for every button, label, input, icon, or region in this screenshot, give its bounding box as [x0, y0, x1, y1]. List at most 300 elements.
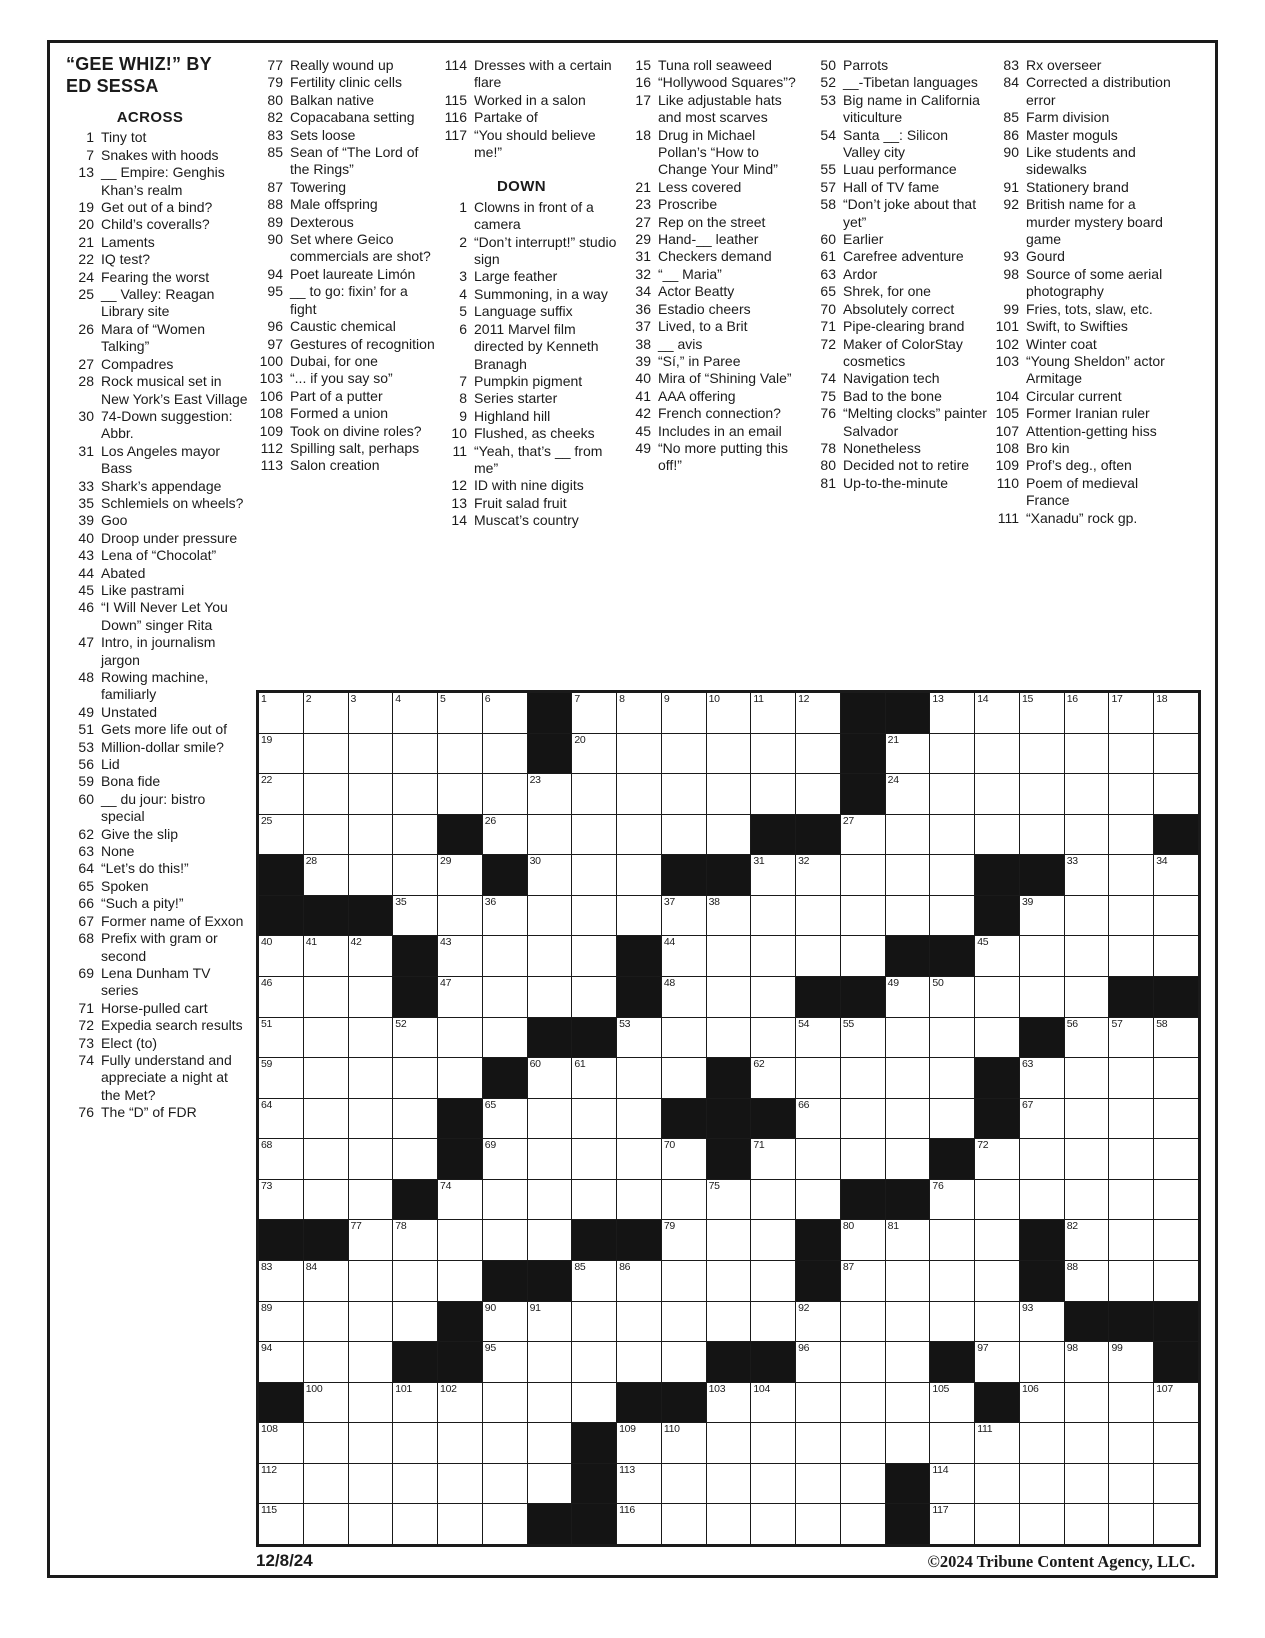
- grid-cell-r5c5[interactable]: [438, 855, 482, 895]
- grid-cell-r16c18[interactable]: [1020, 1302, 1064, 1342]
- grid-cell-r19c14[interactable]: [841, 1423, 885, 1463]
- grid-cell-r14c12[interactable]: [751, 1220, 795, 1260]
- grid-cell-r15c14[interactable]: [841, 1261, 885, 1301]
- grid-cell-r1c12[interactable]: [751, 693, 795, 733]
- grid-cell-r19c17[interactable]: [975, 1423, 1019, 1463]
- grid-cell-r11c14[interactable]: [841, 1099, 885, 1139]
- grid-cell-r3c1[interactable]: [259, 774, 303, 814]
- grid-cell-r15c17[interactable]: [975, 1261, 1019, 1301]
- grid-cell-r9c10[interactable]: [662, 1018, 706, 1058]
- grid-cell-r14c5[interactable]: [438, 1220, 482, 1260]
- grid-cell-r4c14[interactable]: [841, 815, 885, 855]
- grid-cell-r12c3[interactable]: [349, 1139, 393, 1179]
- grid-cell-r14c21[interactable]: [1154, 1220, 1198, 1260]
- grid-cell-r10c18[interactable]: [1020, 1058, 1064, 1098]
- grid-cell-r8c8[interactable]: [572, 977, 616, 1017]
- grid-cell-r16c15[interactable]: [886, 1302, 930, 1342]
- grid-cell-r7c19[interactable]: [1065, 936, 1109, 976]
- grid-cell-r1c9[interactable]: [617, 693, 661, 733]
- grid-cell-r11c1[interactable]: [259, 1099, 303, 1139]
- grid-cell-r16c9[interactable]: [617, 1302, 661, 1342]
- grid-cell-r16c14[interactable]: [841, 1302, 885, 1342]
- grid-cell-r3c19[interactable]: [1065, 774, 1109, 814]
- grid-cell-r9c14[interactable]: [841, 1018, 885, 1058]
- grid-cell-r1c10[interactable]: [662, 693, 706, 733]
- grid-cell-r21c5[interactable]: [438, 1504, 482, 1544]
- grid-cell-r16c6[interactable]: [483, 1302, 527, 1342]
- grid-cell-r5c13[interactable]: [796, 855, 840, 895]
- grid-cell-r7c1[interactable]: [259, 936, 303, 976]
- grid-cell-r1c1[interactable]: [259, 693, 303, 733]
- grid-cell-r17c2[interactable]: [304, 1342, 348, 1382]
- grid-cell-r1c20[interactable]: [1109, 693, 1153, 733]
- grid-cell-r12c15[interactable]: [886, 1139, 930, 1179]
- grid-cell-r10c19[interactable]: [1065, 1058, 1109, 1098]
- grid-cell-r1c19[interactable]: [1065, 693, 1109, 733]
- grid-cell-r7c8[interactable]: [572, 936, 616, 976]
- grid-cell-r5c19[interactable]: [1065, 855, 1109, 895]
- grid-cell-r3c11[interactable]: [707, 774, 751, 814]
- grid-cell-r21c2[interactable]: [304, 1504, 348, 1544]
- grid-cell-r15c15[interactable]: [886, 1261, 930, 1301]
- grid-cell-r15c20[interactable]: [1109, 1261, 1153, 1301]
- grid-cell-r13c21[interactable]: [1154, 1180, 1198, 1220]
- grid-cell-r8c6[interactable]: [483, 977, 527, 1017]
- grid-cell-r14c11[interactable]: [707, 1220, 751, 1260]
- grid-cell-r4c20[interactable]: [1109, 815, 1153, 855]
- grid-cell-r5c8[interactable]: [572, 855, 616, 895]
- grid-cell-r16c8[interactable]: [572, 1302, 616, 1342]
- grid-cell-r1c5[interactable]: [438, 693, 482, 733]
- grid-cell-r8c1[interactable]: [259, 977, 303, 1017]
- grid-cell-r2c11[interactable]: [707, 734, 751, 774]
- grid-cell-r5c14[interactable]: [841, 855, 885, 895]
- grid-cell-r21c11[interactable]: [707, 1504, 751, 1544]
- grid-cell-r13c9[interactable]: [617, 1180, 661, 1220]
- grid-cell-r12c20[interactable]: [1109, 1139, 1153, 1179]
- grid-cell-r21c18[interactable]: [1020, 1504, 1064, 1544]
- grid-cell-r4c19[interactable]: [1065, 815, 1109, 855]
- grid-cell-r17c19[interactable]: [1065, 1342, 1109, 1382]
- grid-cell-r4c4[interactable]: [393, 815, 437, 855]
- grid-cell-r11c18[interactable]: [1020, 1099, 1064, 1139]
- grid-cell-r2c9[interactable]: [617, 734, 661, 774]
- grid-cell-r20c3[interactable]: [349, 1464, 393, 1504]
- grid-cell-r15c12[interactable]: [751, 1261, 795, 1301]
- grid-cell-r2c17[interactable]: [975, 734, 1019, 774]
- grid-cell-r5c21[interactable]: [1154, 855, 1198, 895]
- grid-cell-r10c9[interactable]: [617, 1058, 661, 1098]
- grid-cell-r7c17[interactable]: [975, 936, 1019, 976]
- grid-cell-r17c20[interactable]: [1109, 1342, 1153, 1382]
- grid-cell-r3c20[interactable]: [1109, 774, 1153, 814]
- grid-cell-r9c4[interactable]: [393, 1018, 437, 1058]
- grid-cell-r18c11[interactable]: [707, 1383, 751, 1423]
- grid-cell-r20c14[interactable]: [841, 1464, 885, 1504]
- grid-cell-r6c5[interactable]: [438, 896, 482, 936]
- grid-cell-r7c5[interactable]: [438, 936, 482, 976]
- grid-cell-r6c10[interactable]: [662, 896, 706, 936]
- grid-cell-r9c15[interactable]: [886, 1018, 930, 1058]
- grid-cell-r2c20[interactable]: [1109, 734, 1153, 774]
- grid-cell-r11c9[interactable]: [617, 1099, 661, 1139]
- grid-cell-r9c12[interactable]: [751, 1018, 795, 1058]
- grid-cell-r13c10[interactable]: [662, 1180, 706, 1220]
- grid-cell-r3c18[interactable]: [1020, 774, 1064, 814]
- grid-cell-r1c17[interactable]: [975, 693, 1019, 733]
- grid-cell-r3c13[interactable]: [796, 774, 840, 814]
- grid-cell-r6c8[interactable]: [572, 896, 616, 936]
- grid-cell-r17c8[interactable]: [572, 1342, 616, 1382]
- grid-cell-r3c2[interactable]: [304, 774, 348, 814]
- grid-cell-r13c7[interactable]: [528, 1180, 572, 1220]
- grid-cell-r8c10[interactable]: [662, 977, 706, 1017]
- grid-cell-r12c19[interactable]: [1065, 1139, 1109, 1179]
- grid-cell-r2c16[interactable]: [930, 734, 974, 774]
- grid-cell-r8c16[interactable]: [930, 977, 974, 1017]
- grid-cell-r15c10[interactable]: [662, 1261, 706, 1301]
- grid-cell-r15c9[interactable]: [617, 1261, 661, 1301]
- grid-cell-r7c21[interactable]: [1154, 936, 1198, 976]
- grid-cell-r11c20[interactable]: [1109, 1099, 1153, 1139]
- grid-cell-r20c20[interactable]: [1109, 1464, 1153, 1504]
- grid-cell-r12c21[interactable]: [1154, 1139, 1198, 1179]
- grid-cell-r2c4[interactable]: [393, 734, 437, 774]
- grid-cell-r17c9[interactable]: [617, 1342, 661, 1382]
- grid-cell-r13c8[interactable]: [572, 1180, 616, 1220]
- grid-cell-r11c3[interactable]: [349, 1099, 393, 1139]
- grid-cell-r11c7[interactable]: [528, 1099, 572, 1139]
- grid-cell-r17c17[interactable]: [975, 1342, 1019, 1382]
- grid-cell-r6c20[interactable]: [1109, 896, 1153, 936]
- grid-cell-r19c3[interactable]: [349, 1423, 393, 1463]
- grid-cell-r16c10[interactable]: [662, 1302, 706, 1342]
- grid-cell-r4c9[interactable]: [617, 815, 661, 855]
- grid-cell-r2c3[interactable]: [349, 734, 393, 774]
- grid-cell-r20c13[interactable]: [796, 1464, 840, 1504]
- grid-cell-r6c9[interactable]: [617, 896, 661, 936]
- grid-cell-r3c10[interactable]: [662, 774, 706, 814]
- grid-cell-r11c13[interactable]: [796, 1099, 840, 1139]
- grid-cell-r1c21[interactable]: [1154, 693, 1198, 733]
- grid-cell-r18c6[interactable]: [483, 1383, 527, 1423]
- grid-cell-r4c15[interactable]: [886, 815, 930, 855]
- grid-cell-r3c4[interactable]: [393, 774, 437, 814]
- grid-cell-r18c14[interactable]: [841, 1383, 885, 1423]
- grid-cell-r3c3[interactable]: [349, 774, 393, 814]
- grid-cell-r7c12[interactable]: [751, 936, 795, 976]
- grid-cell-r6c14[interactable]: [841, 896, 885, 936]
- grid-cell-r4c18[interactable]: [1020, 815, 1064, 855]
- grid-cell-r11c6[interactable]: [483, 1099, 527, 1139]
- grid-cell-r17c6[interactable]: [483, 1342, 527, 1382]
- grid-cell-r13c13[interactable]: [796, 1180, 840, 1220]
- grid-cell-r15c11[interactable]: [707, 1261, 751, 1301]
- grid-cell-r17c18[interactable]: [1020, 1342, 1064, 1382]
- grid-cell-r13c6[interactable]: [483, 1180, 527, 1220]
- grid-cell-r21c16[interactable]: [930, 1504, 974, 1544]
- grid-cell-r14c3[interactable]: [349, 1220, 393, 1260]
- grid-cell-r5c12[interactable]: [751, 855, 795, 895]
- grid-cell-r1c6[interactable]: [483, 693, 527, 733]
- grid-cell-r16c17[interactable]: [975, 1302, 1019, 1342]
- grid-cell-r6c7[interactable]: [528, 896, 572, 936]
- grid-cell-r5c2[interactable]: [304, 855, 348, 895]
- grid-cell-r19c12[interactable]: [751, 1423, 795, 1463]
- grid-cell-r19c1[interactable]: [259, 1423, 303, 1463]
- grid-cell-r21c9[interactable]: [617, 1504, 661, 1544]
- grid-cell-r17c13[interactable]: [796, 1342, 840, 1382]
- grid-cell-r2c5[interactable]: [438, 734, 482, 774]
- grid-cell-r10c5[interactable]: [438, 1058, 482, 1098]
- grid-cell-r18c4[interactable]: [393, 1383, 437, 1423]
- grid-cell-r6c16[interactable]: [930, 896, 974, 936]
- grid-cell-r6c15[interactable]: [886, 896, 930, 936]
- grid-cell-r16c7[interactable]: [528, 1302, 572, 1342]
- grid-cell-r15c19[interactable]: [1065, 1261, 1109, 1301]
- grid-cell-r13c11[interactable]: [707, 1180, 751, 1220]
- grid-cell-r6c12[interactable]: [751, 896, 795, 936]
- grid-cell-r9c20[interactable]: [1109, 1018, 1153, 1058]
- grid-cell-r20c21[interactable]: [1154, 1464, 1198, 1504]
- grid-cell-r2c10[interactable]: [662, 734, 706, 774]
- grid-cell-r2c21[interactable]: [1154, 734, 1198, 774]
- grid-cell-r1c3[interactable]: [349, 693, 393, 733]
- grid-cell-r15c5[interactable]: [438, 1261, 482, 1301]
- grid-cell-r7c14[interactable]: [841, 936, 885, 976]
- grid-cell-r3c16[interactable]: [930, 774, 974, 814]
- grid-cell-r12c17[interactable]: [975, 1139, 1019, 1179]
- grid-cell-r9c3[interactable]: [349, 1018, 393, 1058]
- grid-cell-r11c16[interactable]: [930, 1099, 974, 1139]
- grid-cell-r4c1[interactable]: [259, 815, 303, 855]
- grid-cell-r1c8[interactable]: [572, 693, 616, 733]
- grid-cell-r14c7[interactable]: [528, 1220, 572, 1260]
- grid-cell-r18c8[interactable]: [572, 1383, 616, 1423]
- grid-cell-r17c14[interactable]: [841, 1342, 885, 1382]
- grid-cell-r21c14[interactable]: [841, 1504, 885, 1544]
- grid-cell-r20c16[interactable]: [930, 1464, 974, 1504]
- grid-cell-r16c1[interactable]: [259, 1302, 303, 1342]
- grid-cell-r12c9[interactable]: [617, 1139, 661, 1179]
- grid-cell-r21c10[interactable]: [662, 1504, 706, 1544]
- grid-cell-r21c19[interactable]: [1065, 1504, 1109, 1544]
- grid-cell-r9c16[interactable]: [930, 1018, 974, 1058]
- grid-cell-r20c19[interactable]: [1065, 1464, 1109, 1504]
- grid-cell-r19c16[interactable]: [930, 1423, 974, 1463]
- grid-cell-r16c11[interactable]: [707, 1302, 751, 1342]
- grid-cell-r19c6[interactable]: [483, 1423, 527, 1463]
- grid-cell-r19c7[interactable]: [528, 1423, 572, 1463]
- grid-cell-r17c3[interactable]: [349, 1342, 393, 1382]
- grid-cell-r19c5[interactable]: [438, 1423, 482, 1463]
- grid-cell-r4c10[interactable]: [662, 815, 706, 855]
- grid-cell-r9c13[interactable]: [796, 1018, 840, 1058]
- grid-cell-r14c15[interactable]: [886, 1220, 930, 1260]
- grid-cell-r16c2[interactable]: [304, 1302, 348, 1342]
- grid-cell-r20c1[interactable]: [259, 1464, 303, 1504]
- grid-cell-r6c18[interactable]: [1020, 896, 1064, 936]
- grid-cell-r14c6[interactable]: [483, 1220, 527, 1260]
- grid-cell-r13c3[interactable]: [349, 1180, 393, 1220]
- grid-cell-r5c20[interactable]: [1109, 855, 1153, 895]
- grid-cell-r7c20[interactable]: [1109, 936, 1153, 976]
- grid-cell-r7c7[interactable]: [528, 936, 572, 976]
- grid-cell-r15c16[interactable]: [930, 1261, 974, 1301]
- grid-cell-r11c4[interactable]: [393, 1099, 437, 1139]
- grid-cell-r8c19[interactable]: [1065, 977, 1109, 1017]
- grid-cell-r19c15[interactable]: [886, 1423, 930, 1463]
- grid-cell-r5c7[interactable]: [528, 855, 572, 895]
- grid-cell-r2c19[interactable]: [1065, 734, 1109, 774]
- grid-cell-r18c19[interactable]: [1065, 1383, 1109, 1423]
- grid-cell-r19c2[interactable]: [304, 1423, 348, 1463]
- grid-cell-r2c6[interactable]: [483, 734, 527, 774]
- grid-cell-r21c1[interactable]: [259, 1504, 303, 1544]
- grid-cell-r20c12[interactable]: [751, 1464, 795, 1504]
- grid-cell-r2c13[interactable]: [796, 734, 840, 774]
- grid-cell-r14c19[interactable]: [1065, 1220, 1109, 1260]
- grid-cell-r6c4[interactable]: [393, 896, 437, 936]
- grid-cell-r2c18[interactable]: [1020, 734, 1064, 774]
- grid-cell-r8c7[interactable]: [528, 977, 572, 1017]
- grid-cell-r5c3[interactable]: [349, 855, 393, 895]
- grid-cell-r14c20[interactable]: [1109, 1220, 1153, 1260]
- grid-cell-r16c13[interactable]: [796, 1302, 840, 1342]
- grid-cell-r5c4[interactable]: [393, 855, 437, 895]
- grid-cell-r10c3[interactable]: [349, 1058, 393, 1098]
- grid-cell-r7c18[interactable]: [1020, 936, 1064, 976]
- grid-cell-r20c6[interactable]: [483, 1464, 527, 1504]
- grid-cell-r2c8[interactable]: [572, 734, 616, 774]
- grid-cell-r12c6[interactable]: [483, 1139, 527, 1179]
- grid-cell-r12c12[interactable]: [751, 1139, 795, 1179]
- grid-cell-r10c16[interactable]: [930, 1058, 974, 1098]
- grid-cell-r9c6[interactable]: [483, 1018, 527, 1058]
- grid-cell-r19c19[interactable]: [1065, 1423, 1109, 1463]
- grid-cell-r12c13[interactable]: [796, 1139, 840, 1179]
- grid-cell-r18c21[interactable]: [1154, 1383, 1198, 1423]
- grid-cell-r7c3[interactable]: [349, 936, 393, 976]
- grid-cell-r7c10[interactable]: [662, 936, 706, 976]
- grid-cell-r18c3[interactable]: [349, 1383, 393, 1423]
- grid-cell-r2c15[interactable]: [886, 734, 930, 774]
- grid-cell-r20c18[interactable]: [1020, 1464, 1064, 1504]
- grid-cell-r14c17[interactable]: [975, 1220, 1019, 1260]
- grid-cell-r10c12[interactable]: [751, 1058, 795, 1098]
- grid-cell-r4c8[interactable]: [572, 815, 616, 855]
- grid-cell-r20c4[interactable]: [393, 1464, 437, 1504]
- grid-cell-r21c3[interactable]: [349, 1504, 393, 1544]
- grid-cell-r9c19[interactable]: [1065, 1018, 1109, 1058]
- grid-cell-r9c21[interactable]: [1154, 1018, 1198, 1058]
- grid-cell-r17c10[interactable]: [662, 1342, 706, 1382]
- grid-cell-r20c10[interactable]: [662, 1464, 706, 1504]
- grid-cell-r3c7[interactable]: [528, 774, 572, 814]
- grid-cell-r8c15[interactable]: [886, 977, 930, 1017]
- grid-cell-r12c7[interactable]: [528, 1139, 572, 1179]
- grid-cell-r19c10[interactable]: [662, 1423, 706, 1463]
- grid-cell-r10c21[interactable]: [1154, 1058, 1198, 1098]
- grid-cell-r19c13[interactable]: [796, 1423, 840, 1463]
- grid-cell-r17c1[interactable]: [259, 1342, 303, 1382]
- grid-cell-r8c3[interactable]: [349, 977, 393, 1017]
- grid-cell-r11c15[interactable]: [886, 1099, 930, 1139]
- grid-cell-r12c18[interactable]: [1020, 1139, 1064, 1179]
- grid-cell-r11c8[interactable]: [572, 1099, 616, 1139]
- grid-cell-r12c8[interactable]: [572, 1139, 616, 1179]
- grid-cell-r16c12[interactable]: [751, 1302, 795, 1342]
- grid-cell-r19c4[interactable]: [393, 1423, 437, 1463]
- grid-cell-r13c2[interactable]: [304, 1180, 348, 1220]
- grid-cell-r3c17[interactable]: [975, 774, 1019, 814]
- grid-cell-r18c15[interactable]: [886, 1383, 930, 1423]
- grid-cell-r1c2[interactable]: [304, 693, 348, 733]
- grid-cell-r3c5[interactable]: [438, 774, 482, 814]
- grid-cell-r2c1[interactable]: [259, 734, 303, 774]
- grid-cell-r11c2[interactable]: [304, 1099, 348, 1139]
- grid-cell-r8c18[interactable]: [1020, 977, 1064, 1017]
- grid-cell-r4c6[interactable]: [483, 815, 527, 855]
- grid-cell-r12c4[interactable]: [393, 1139, 437, 1179]
- grid-cell-r8c5[interactable]: [438, 977, 482, 1017]
- grid-cell-r11c19[interactable]: [1065, 1099, 1109, 1139]
- grid-cell-r19c11[interactable]: [707, 1423, 751, 1463]
- grid-cell-r4c2[interactable]: [304, 815, 348, 855]
- grid-cell-r13c19[interactable]: [1065, 1180, 1109, 1220]
- grid-cell-r5c9[interactable]: [617, 855, 661, 895]
- grid-cell-r5c16[interactable]: [930, 855, 974, 895]
- grid-cell-r2c12[interactable]: [751, 734, 795, 774]
- grid-cell-r10c14[interactable]: [841, 1058, 885, 1098]
- grid-cell-r9c11[interactable]: [707, 1018, 751, 1058]
- grid-cell-r18c12[interactable]: [751, 1383, 795, 1423]
- grid-cell-r6c11[interactable]: [707, 896, 751, 936]
- grid-cell-r1c4[interactable]: [393, 693, 437, 733]
- grid-cell-r21c13[interactable]: [796, 1504, 840, 1544]
- grid-cell-r3c8[interactable]: [572, 774, 616, 814]
- grid-cell-r6c21[interactable]: [1154, 896, 1198, 936]
- grid-cell-r12c14[interactable]: [841, 1139, 885, 1179]
- grid-cell-r13c17[interactable]: [975, 1180, 1019, 1220]
- grid-cell-r8c17[interactable]: [975, 977, 1019, 1017]
- grid-cell-r10c7[interactable]: [528, 1058, 572, 1098]
- grid-cell-r1c18[interactable]: [1020, 693, 1064, 733]
- grid-cell-r7c11[interactable]: [707, 936, 751, 976]
- grid-cell-r8c11[interactable]: [707, 977, 751, 1017]
- grid-cell-r1c13[interactable]: [796, 693, 840, 733]
- grid-cell-r20c17[interactable]: [975, 1464, 1019, 1504]
- grid-cell-r15c2[interactable]: [304, 1261, 348, 1301]
- grid-cell-r14c14[interactable]: [841, 1220, 885, 1260]
- grid-cell-r21c4[interactable]: [393, 1504, 437, 1544]
- grid-cell-r13c1[interactable]: [259, 1180, 303, 1220]
- grid-cell-r9c9[interactable]: [617, 1018, 661, 1058]
- grid-cell-r7c2[interactable]: [304, 936, 348, 976]
- grid-cell-r19c20[interactable]: [1109, 1423, 1153, 1463]
- grid-cell-r9c5[interactable]: [438, 1018, 482, 1058]
- grid-cell-r21c21[interactable]: [1154, 1504, 1198, 1544]
- grid-cell-r9c17[interactable]: [975, 1018, 1019, 1058]
- grid-cell-r10c13[interactable]: [796, 1058, 840, 1098]
- grid-cell-r14c4[interactable]: [393, 1220, 437, 1260]
- grid-cell-r13c5[interactable]: [438, 1180, 482, 1220]
- grid-cell-r10c8[interactable]: [572, 1058, 616, 1098]
- grid-cell-r6c13[interactable]: [796, 896, 840, 936]
- grid-cell-r13c16[interactable]: [930, 1180, 974, 1220]
- grid-cell-r20c5[interactable]: [438, 1464, 482, 1504]
- grid-cell-r8c12[interactable]: [751, 977, 795, 1017]
